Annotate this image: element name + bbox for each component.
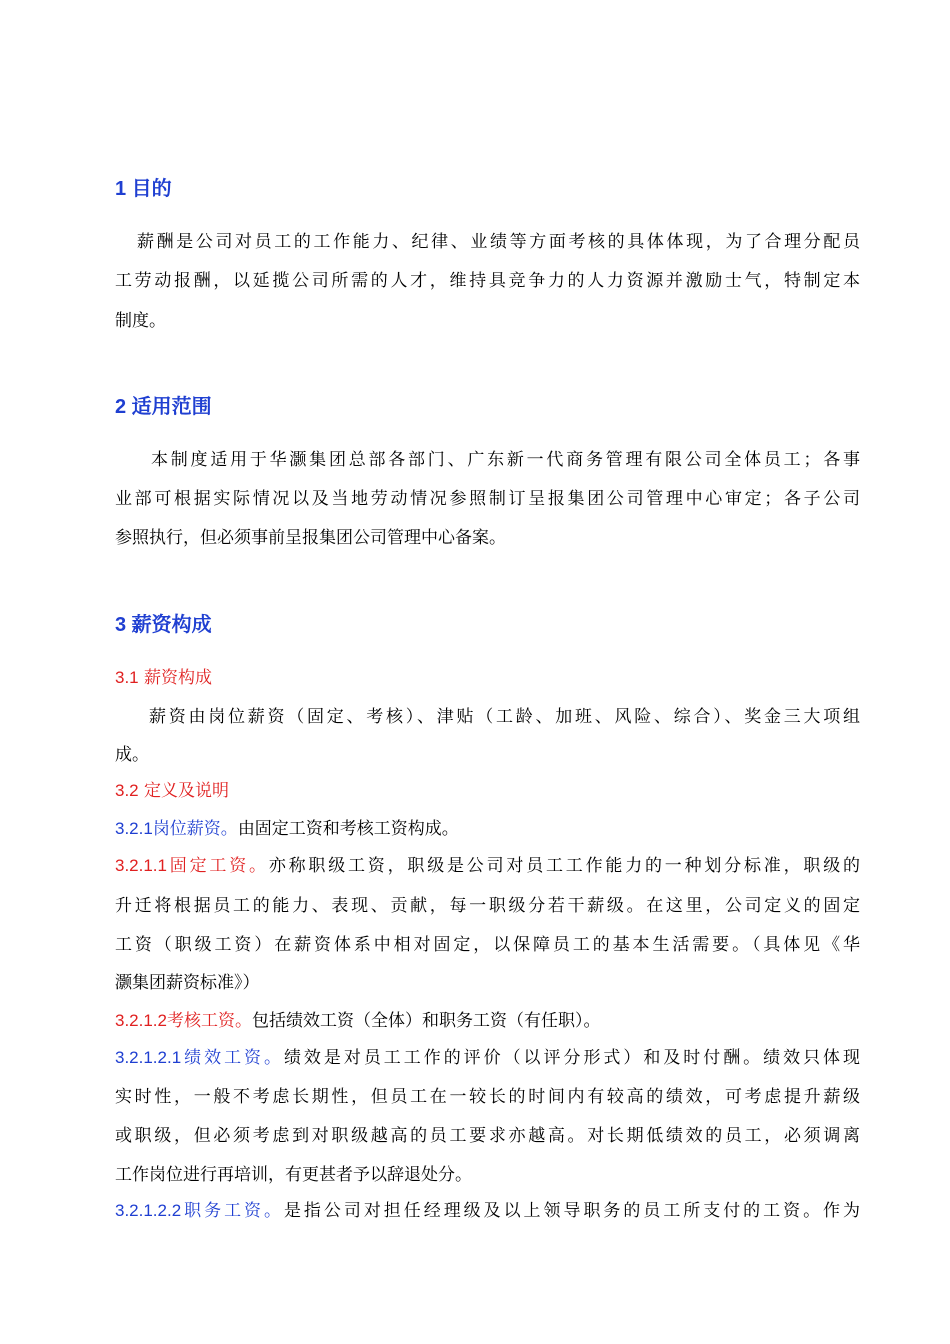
item-number: 3.2.1.2 <box>115 1011 167 1030</box>
item-3-2-1 <box>115 817 860 841</box>
item-3-2-1-1 <box>115 854 860 878</box>
subsection-label: 薪资构成 <box>144 668 213 688</box>
subsection-3-1-heading <box>115 666 860 690</box>
paragraph-line: 本制度适用于华灏集团总部各部门、广东新一代商务管理有限公司全体员工；各事 <box>151 450 860 470</box>
paragraph-line: 升迁将根据员工的能力、表现、贡献，每一职级分若干薪级。在这里，公司定义的固定 <box>115 896 860 916</box>
paragraph-line: 工劳动报酬，以延揽公司所需的人才，维持具竞争力的人力资源并激励士气，特制定本 <box>115 271 860 291</box>
subsection-number: 3.1 <box>115 668 139 687</box>
item-3-2-1-2-1 <box>115 1046 860 1070</box>
item-label: 固定工资。 <box>167 856 269 876</box>
paragraph-line: 灏集团薪资标准》） <box>115 973 260 993</box>
item-3-2-1-2 <box>115 1009 860 1033</box>
paragraph-line: 或职级，但必须考虑到对职级越高的员工要求亦越高。对长期低绩效的员工，必须调离 <box>115 1126 860 1146</box>
item-label: 考核工资。 <box>167 1011 252 1031</box>
item-label: 绩效工资。 <box>181 1048 284 1068</box>
paragraph-line: 参照执行，但必须事前呈报集团公司管理中心备案。 <box>115 528 506 548</box>
paragraph-line: 成。 <box>115 745 149 765</box>
paragraph-line: 薪酬是公司对员工的工作能力、纪律、业绩等方面考核的具体体现，为了合理分配员 <box>137 232 860 252</box>
item-text: 亦称职级工资，职级是公司对员工工作能力的一种划分标准，职级的 <box>268 856 861 876</box>
paragraph-line: 制度。 <box>115 311 166 331</box>
item-number: 3.2.1 <box>115 819 153 838</box>
section-3-heading: 3 薪资构成 <box>115 614 212 636</box>
item-3-2-1-2-2 <box>115 1199 860 1223</box>
subsection-label: 定义及说明 <box>144 781 230 801</box>
subsection-number: 3.2 <box>115 781 139 800</box>
paragraph-line: 工资（职级工资）在薪资体系中相对固定，以保障员工的基本生活需要。（具体见《华 <box>115 935 860 955</box>
paragraph-line: 业部可根据实际情况以及当地劳动情况参照制订呈报集团公司管理中心审定；各子公司 <box>115 489 860 509</box>
item-text: 包括绩效工资（全体）和职务工资（有任职）。 <box>252 1011 601 1031</box>
item-number: 3.2.1.1 <box>115 856 167 875</box>
section-1-heading: 1 目的 <box>115 178 172 200</box>
paragraph-line: 薪资由岗位薪资（固定、考核）、津贴（工龄、加班、风险、综合）、奖金三大项组 <box>149 707 860 727</box>
item-label: 职务工资。 <box>181 1201 284 1221</box>
item-number: 3.2.1.2.2 <box>115 1201 182 1220</box>
paragraph-line: 实时性，一般不考虑长期性，但员工在一较长的时间内有较高的绩效，可考虑提升薪级 <box>115 1087 860 1107</box>
item-text: 由固定工资和考核工资构成。 <box>237 819 459 839</box>
paragraph-line: 工作岗位进行再培训，有更甚者予以辞退处分。 <box>115 1165 472 1185</box>
item-label: 岗位薪资。 <box>152 819 238 839</box>
item-text: 是指公司对担任经理级及以上领导职务的员工所支付的工资。作为 <box>283 1201 861 1221</box>
section-2-heading: 2 适用范围 <box>115 396 212 418</box>
item-number: 3.2.1.2.1 <box>115 1048 182 1067</box>
item-text: 绩效是对员工工作的评价（以评分形式）和及时付酬。绩效只体现 <box>283 1048 861 1068</box>
subsection-3-2-heading <box>115 779 860 803</box>
